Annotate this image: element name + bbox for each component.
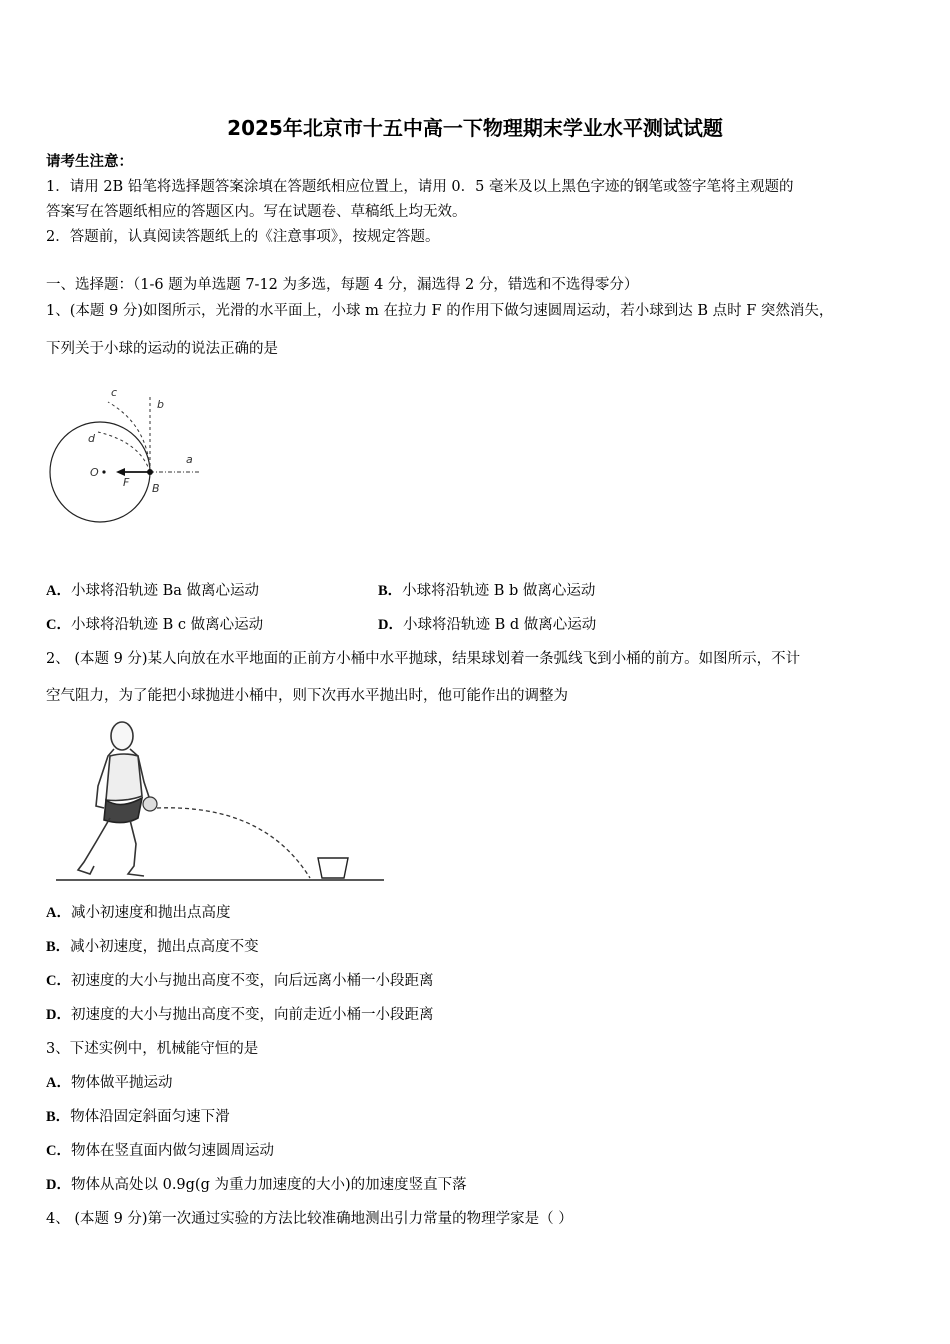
q3-option-d [46, 1175, 467, 1195]
q2-option-b-text: 减小初速度，抛出点高度不变 [70, 939, 259, 955]
q1-option-b [378, 581, 595, 601]
question-4-text: 4、 (本题 9 分)第一次通过实验的方法比较准确地测出引力常量的物理学家是（ ） [46, 1211, 573, 1227]
center-O [102, 470, 105, 473]
notice-item-1-line-1: 1．请用 2B 铅笔将选择题答案涂填在答题纸相应位置上，请用 0．5 毫米及以上黑色字迹的钢笔或签字笔将主观题的 [46, 179, 794, 195]
question-1-text-line-1: 1、(本题 9 分)如图所示，光滑的水平面上，小球 m 在拉力 F 的作用下做匀速圆周运动，若小球到达 B 点时 F 突然消失， [46, 303, 834, 319]
q1-option-b-letter: B． [378, 583, 403, 599]
q2-option-b [46, 937, 259, 957]
circular-motion-figure [40, 380, 210, 540]
q3-option-c-text: 物体在竖直面内做匀速圆周运动 [70, 1143, 274, 1159]
q1-option-c-text: 小球将沿轨迹 B c 做离心运动 [70, 617, 264, 633]
q1-option-c [46, 615, 263, 635]
q1-option-d [378, 615, 596, 635]
q1-option-a-text: 小球将沿轨迹 Ba 做离心运动 [70, 583, 260, 599]
label-B: B [152, 482, 160, 495]
question-1-text-line-2: 下列关于小球的运动的说法正确的是 [46, 341, 278, 357]
notice-item-1-line-2: 答案写在答题纸相应的答题区内。写在试题卷、草稿纸上均无效。 [46, 204, 467, 220]
q3-option-d-letter: D． [46, 1177, 71, 1193]
label-c: c [111, 386, 118, 399]
q3-option-a-text: 物体做平抛运动 [70, 1075, 173, 1091]
ball-trajectory [157, 808, 310, 878]
q2-option-a [46, 903, 230, 923]
notice-heading: 请考生注意： [46, 153, 133, 170]
q1-option-d-letter: D． [378, 617, 403, 633]
q2-option-d-letter: D． [46, 1007, 71, 1023]
notice-item-2: 2．答题前，认真阅读答题纸上的《注意事项》，按规定答题。 [46, 229, 440, 245]
q2-option-a-text: 减小初速度和抛出点高度 [70, 905, 231, 921]
question-2-text-line-1: 2、 (本题 9 分)某人向放在水平地面的正前方小桶中水平抛球，结果球划着一条弧线飞到小桶的前方。如图所示，不计 [46, 651, 801, 667]
label-F: F [123, 476, 130, 489]
q2-option-d-text: 初速度的大小与抛出高度不变，向前走近小桶一小段距离 [70, 1007, 434, 1023]
label-a: a [186, 453, 193, 466]
q2-option-c-letter: C． [46, 973, 71, 989]
force-arrow-head [116, 468, 125, 476]
q3-option-b [46, 1107, 230, 1127]
question-3-text: 3、下述实例中，机械能守恒的是 [46, 1041, 259, 1057]
question-2-text-line-2: 空气阻力，为了能把小球抛进小桶中，则下次再水平抛出时，他可能作出的调整为 [46, 688, 568, 704]
q3-option-b-letter: B． [46, 1109, 71, 1125]
bucket [318, 858, 348, 878]
q3-option-a [46, 1073, 172, 1093]
q3-option-a-letter: A． [46, 1075, 71, 1091]
q2-option-b-letter: B． [46, 939, 71, 955]
q3-option-b-text: 物体沿固定斜面匀速下滑 [70, 1109, 230, 1125]
label-b: b [157, 398, 164, 411]
q3-option-d-text: 物体从高处以 0.9g(g 为重力加速度的大小)的加速度竖直下落 [70, 1177, 467, 1193]
q2-option-c [46, 971, 433, 991]
q3-option-c-letter: C． [46, 1143, 71, 1159]
q2-option-a-letter: A． [46, 905, 71, 921]
trajectory-d [98, 432, 150, 472]
ball-B [147, 469, 153, 475]
page-title: 2025年北京市十五中高一下物理期末学业水平测试试题 [227, 116, 723, 140]
trajectory-c [108, 402, 150, 472]
label-O: O [90, 466, 99, 479]
label-d: d [88, 432, 95, 445]
q3-option-c [46, 1141, 274, 1161]
q1-option-d-text: 小球将沿轨迹 B d 做离心运动 [402, 617, 597, 633]
q1-option-b-text: 小球将沿轨迹 B b 做离心运动 [402, 583, 596, 599]
q2-option-d [46, 1005, 433, 1025]
ball [143, 797, 157, 811]
section-heading: 一、选择题：（1-6 题为单选题 7-12 为多选，每题 4 分，漏选得 2 分，错选和不选得零分） [46, 277, 639, 293]
projectile-figure [54, 716, 390, 888]
q1-option-a-letter: A． [46, 583, 71, 599]
q1-option-c-letter: C． [46, 617, 71, 633]
q1-option-a [46, 581, 259, 601]
person-figure [78, 722, 154, 876]
q2-option-c-text: 初速度的大小与抛出高度不变，向后远离小桶一小段距离 [70, 973, 434, 989]
